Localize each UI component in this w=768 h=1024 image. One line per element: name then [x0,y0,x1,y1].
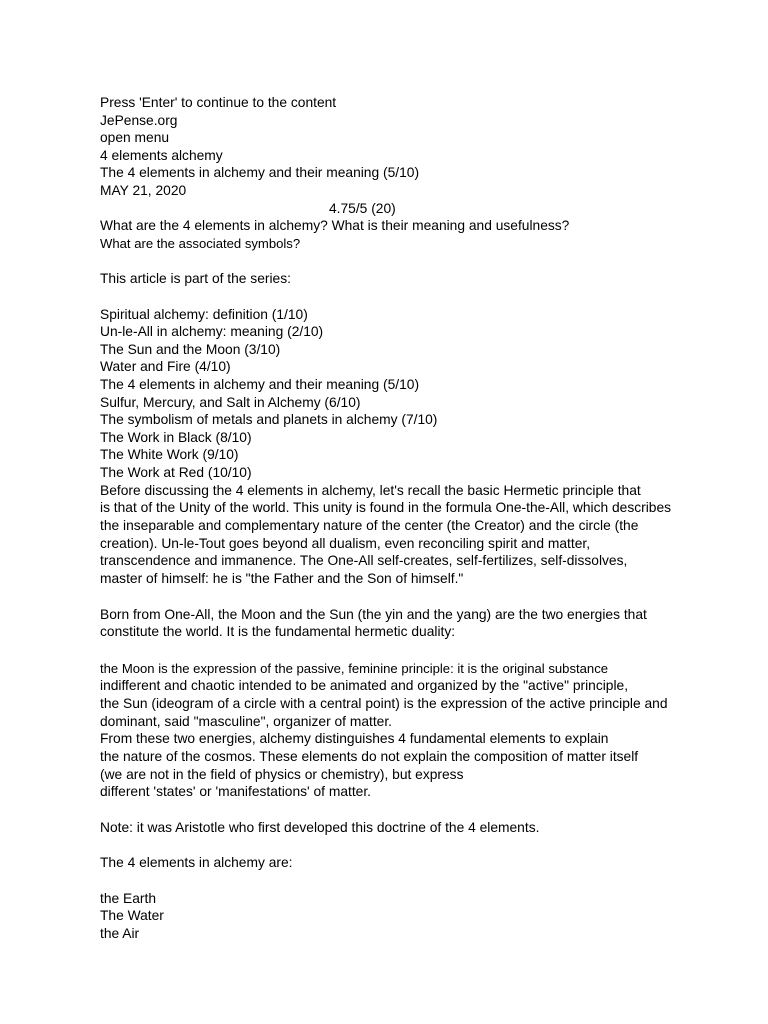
paragraph-line: Born from One-All, the Moon and the Sun (the yin and the yang) are the two energies that [100,607,647,622]
series-link[interactable]: The White Work (9/10) [100,447,239,462]
series-link[interactable]: The Work at Red (10/10) [100,465,252,480]
paragraph-line: master of himself: he is "the Father and the Son of himself." [100,571,464,586]
paragraph-line: (we are not in the field of physics or chemistry), but express [100,767,464,782]
series-link[interactable]: Water and Fire (4/10) [100,359,231,374]
paragraph-line: different 'states' or 'manifestations' of matter. [100,784,372,799]
site-name-link[interactable]: JePense.org [100,113,178,128]
paragraph-line: is that of the Unity of the world. This unity is found in the formula One-the-All, which describes [100,500,672,515]
element-item: the Earth [100,891,156,906]
article-rating[interactable]: 4.75/5 (20) [329,201,396,216]
paragraph-line: dominant, said "masculine", organizer of matter. [100,714,393,729]
paragraph-line: indifferent and chaotic intended to be animated and organized by the "active" principle, [100,678,629,693]
series-link[interactable]: Spiritual alchemy: definition (1/10) [100,307,308,322]
category-link[interactable]: 4 elements alchemy [100,148,223,163]
intro-question: What are the 4 elements in alchemy? What is their meaning and usefulness? [100,218,570,233]
paragraph-line: the nature of the cosmos. These elements do not explain the composition of matter itself [100,749,639,764]
paragraph-line: the inseparable and complementary nature of the center (the Creator) and the circle (the [100,518,639,533]
element-item: the Air [100,926,140,941]
intro-symbols-question: What are the associated symbols? [100,236,301,251]
article-date: MAY 21, 2020 [100,183,187,198]
open-menu-button[interactable]: open menu [100,130,170,145]
series-link[interactable]: The Sun and the Moon (3/10) [100,342,281,357]
paragraph-line: From these two energies, alchemy distinguishes 4 fundamental elements to explain [100,731,609,746]
series-link[interactable]: The Work in Black (8/10) [100,430,252,445]
series-link[interactable]: Sulfur, Mercury, and Salt in Alchemy (6/10) [100,395,361,410]
paragraph-line: creation). Un-le-Tout goes beyond all dualism, even reconciling spirit and matter, [100,536,591,551]
series-link[interactable]: Un-le-All in alchemy: meaning (2/10) [100,324,324,339]
paragraph-line: transcendence and immanence. The One-All self-creates, self-fertilizes, self-dissolves, [100,553,628,568]
paragraph-line: the Sun (ideogram of a circle with a central point) is the expression of the active principle and [100,696,668,711]
elements-intro: The 4 elements in alchemy are: [100,855,293,870]
series-link[interactable]: The 4 elements in alchemy and their meaning (5/10) [100,377,420,392]
series-link[interactable]: The symbolism of metals and planets in alchemy (7/10) [100,412,438,427]
aristotle-note: Note: it was Aristotle who first developed this doctrine of the 4 elements. [100,820,540,835]
paragraph-line: the Moon is the expression of the passive, feminine principle: it is the original substance [100,661,609,676]
paragraph-line: constitute the world. It is the fundamental hermetic duality: [100,624,456,639]
article-title: The 4 elements in alchemy and their meaning (5/10) [100,165,420,180]
skip-to-content-link[interactable]: Press 'Enter' to continue to the content [100,95,337,110]
element-item: The Water [100,908,164,923]
series-intro: This article is part of the series: [100,271,291,286]
paragraph-line: Before discussing the 4 elements in alchemy, let's recall the basic Hermetic principle that [100,483,641,498]
